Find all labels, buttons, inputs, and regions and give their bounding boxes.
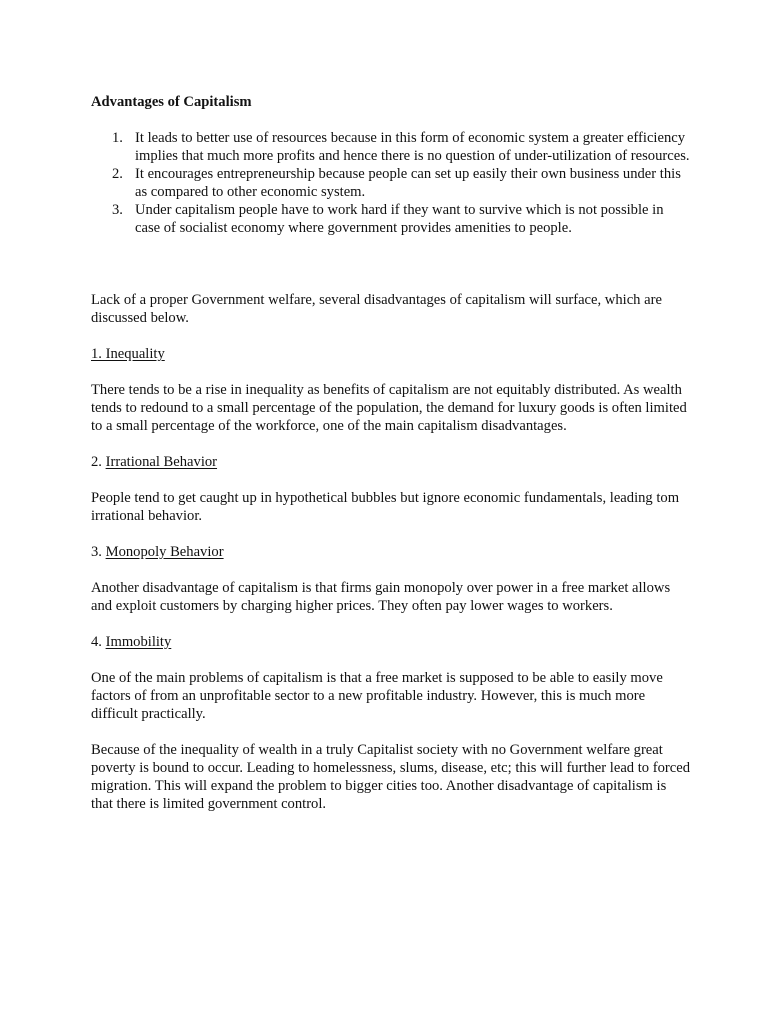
list-item	[112, 129, 691, 165]
closing-paragraph: Because of the inequality of wealth in a truly Capitalist society with no Government welfare great poverty is bound to occur. Leading to homelessness, slums, disease, etc; this will further lead to forced migration. This will expand the problem to bigger cities too. Another disadvantage of capitalism is that there is limited government control.	[91, 742, 691, 812]
list-item-text: It leads to better use of resources because in this form of economic system a greater efficiency implies that much more profits and hence there is no question of under-utilization of resources.	[135, 130, 690, 164]
list-item-number: 1.	[112, 130, 123, 146]
section-heading	[91, 345, 691, 363]
list-item-number: 2.	[112, 166, 123, 182]
section-body: One of the main problems of capitalism is that a free market is supposed to be able to easily move factors of from an unprofitable sector to a new profitable industry. However, this is much more difficult practically.	[91, 670, 663, 722]
section-heading	[91, 633, 691, 651]
list-item-number: 3.	[112, 202, 123, 218]
list-item	[112, 165, 691, 201]
section-body: Another disadvantage of capitalism is that firms gain monopoly over power in a free market allows and exploit customers by charging higher prices. They often pay lower wages to workers.	[91, 580, 671, 614]
section-heading-number: 2.	[91, 454, 102, 470]
section-heading-number: 4.	[91, 634, 102, 650]
section-heading-label: 1. Inequality	[91, 346, 165, 362]
section-heading-label: Immobility	[105, 634, 172, 650]
section-gap	[91, 237, 691, 291]
section-heading-number: 3.	[91, 544, 102, 560]
section-heading-label: Irrational Behavior	[105, 454, 218, 470]
list-item-text: It encourages entrepreneurship because people can set up easily their own business under this as compared to other economic system.	[135, 166, 681, 200]
list-item-text: Under capitalism people have to work hard if they want to survive which is not possible in case of socialist economy where government provides amenities to people.	[135, 202, 664, 236]
document-title: Advantages of Capitalism	[91, 94, 252, 110]
section-heading-label: Monopoly Behavior	[105, 544, 224, 560]
list-item	[112, 201, 691, 237]
section-body: There tends to be a rise in inequality as benefits of capitalism are not equitably distributed. As wealth tends to redound to a small percentage of the population, the demand for luxury goods is often limited to a small percentage of the workforce, one of the main capitalism disadvantages.	[91, 382, 687, 434]
document-page	[91, 93, 691, 831]
intro-paragraph: Lack of a proper Government welfare, several disadvantages of capitalism will surface, which are discussed below.	[91, 292, 662, 326]
section-body: People tend to get caught up in hypothetical bubbles but ignore economic fundamentals, leading tom irrational behavior.	[91, 490, 680, 524]
advantages-list	[91, 129, 691, 237]
section-heading	[91, 453, 691, 471]
section-heading	[91, 543, 691, 561]
